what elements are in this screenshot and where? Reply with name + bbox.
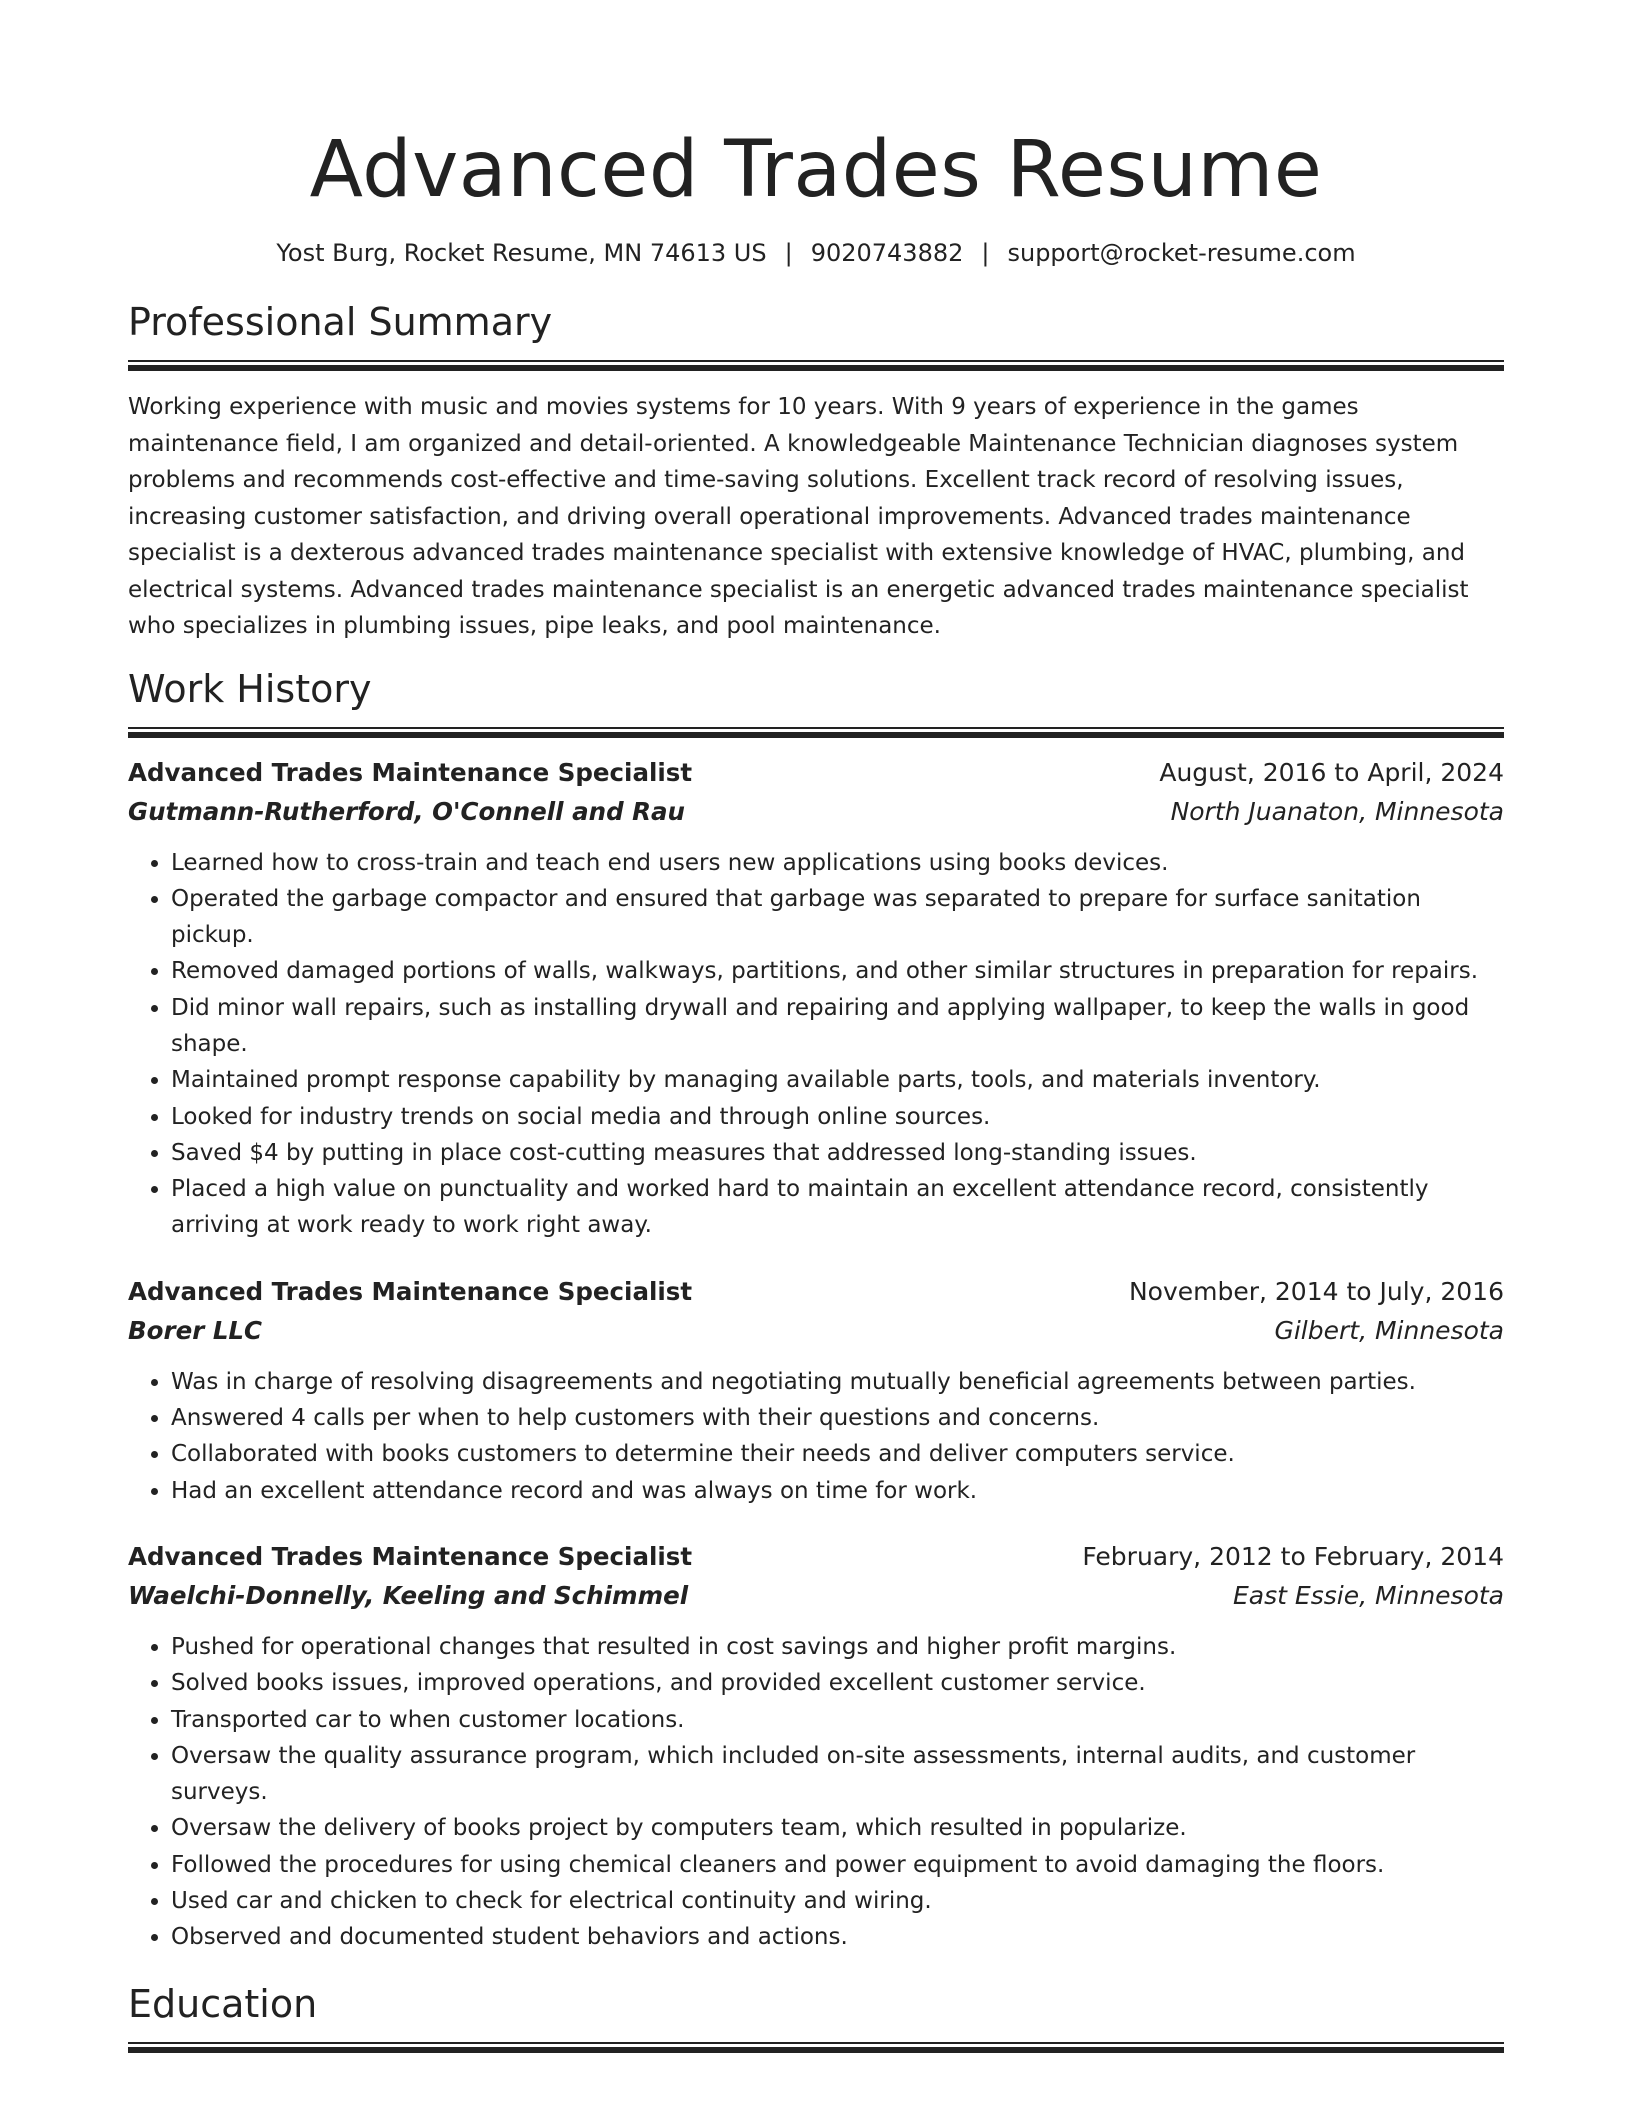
job-bullet: • Operated the garbage compactor and ensured that garbage was separated to prepare for surface sanitation pickup. <box>171 881 1504 954</box>
job-bullet: • Maintained prompt response capability by managing available parts, tools, and materials inventory. <box>171 1062 1504 1098</box>
job-bullet: • Observed and documented student behaviors and actions. <box>171 1919 1504 1955</box>
job-bullets <box>128 1364 1504 1509</box>
job-dates: February, 2012 to February, 2014 <box>1082 1541 1504 1571</box>
job-entry <box>128 1537 1504 1956</box>
job-title: Advanced Trades Maintenance Specialist <box>128 1276 693 1306</box>
section-divider <box>128 2042 1504 2053</box>
education-section <box>128 1980 1504 2053</box>
job-location: North Juanaton, Minnesota <box>1170 796 1504 826</box>
job-bullets <box>128 1629 1504 1956</box>
job-company: Waelchi-Donnelly, Keeling and Schimmel <box>128 1580 689 1610</box>
job-bullet: • Placed a high value on punctuality and worked hard to maintain an excellent attendance record, consistently arriving at work ready to work right away. <box>171 1171 1504 1244</box>
job-bullet: • Transported car to when customer locations. <box>171 1702 1504 1738</box>
resume-page <box>128 0 1504 2053</box>
job-dates: August, 2016 to April, 2024 <box>1159 757 1504 787</box>
job-bullets <box>128 845 1504 1244</box>
education-heading: Education <box>128 1981 318 2026</box>
job-bullet: • Did minor wall repairs, such as installing drywall and repairing and applying wallpaper, to keep the walls in good shape. <box>171 990 1504 1063</box>
job-dates: November, 2014 to July, 2016 <box>1128 1276 1504 1306</box>
job-bullet: • Oversaw the delivery of books project by computers team, which resulted in popularize. <box>171 1810 1504 1846</box>
job-bullet: • Learned how to cross-train and teach end users new applications using books devices. <box>171 845 1504 881</box>
contact-phone: 9020743882 <box>810 239 964 267</box>
job-bullet: • Was in charge of resolving disagreements and negotiating mutually beneficial agreements between parties. <box>171 1364 1504 1400</box>
job-title: Advanced Trades Maintenance Specialist <box>128 757 693 787</box>
job-bullet: • Followed the procedures for using chemical cleaners and power equipment to avoid damaging the floors. <box>171 1847 1504 1883</box>
resume-title: Advanced Trades Resume <box>309 125 1323 215</box>
job-entry <box>128 753 1504 1244</box>
work-history-section <box>128 665 1504 1956</box>
job-entry <box>128 1272 1504 1509</box>
contact-address: Yost Burg, Rocket Resume, MN 74613 US <box>276 239 767 267</box>
job-bullet: • Saved $4 by putting in place cost-cutting measures that addressed long-standing issues. <box>171 1135 1504 1171</box>
summary-section <box>128 298 1504 645</box>
job-title: Advanced Trades Maintenance Specialist <box>128 1541 693 1571</box>
section-divider <box>128 360 1504 371</box>
summary-heading: Professional Summary <box>128 300 553 344</box>
job-bullet: • Oversaw the quality assurance program, which included on-site assessments, internal audits, and customer surveys. <box>171 1738 1504 1811</box>
summary-text: Working experience with music and movies systems for 10 years. With 9 years of experience in the games maintenance field, I am organized and detail-oriented. A knowledgeable Maintenance Technician diagnoses system problems and recommends cost-effective and time-saving solutions. Excellent track record of resolving issues, increasing customer satisfaction, and driving overall operational improvements. Advanced trades maintenance specialist is a dexterous advanced trades maintenance specialist with extensive knowledge of HVAC, plumbing, and electrical systems. Advanced trades maintenance specialist is an energetic advanced trades maintenance specialist who specializes in plumbing issues, pipe leaks, and pool maintenance. <box>128 394 1469 639</box>
job-bullet: • Used car and chicken to check for electrical continuity and wiring. <box>171 1883 1504 1919</box>
job-bullet: • Answered 4 calls per when to help customers with their questions and concerns. <box>171 1400 1504 1436</box>
job-bullet: • Had an excellent attendance record and was always on time for work. <box>171 1473 1504 1509</box>
job-company: Borer LLC <box>128 1315 263 1345</box>
job-bullet: • Looked for industry trends on social media and through online sources. <box>171 1099 1504 1135</box>
section-divider <box>128 727 1504 738</box>
job-bullet: • Solved books issues, improved operations, and provided excellent customer service. <box>171 1665 1504 1701</box>
job-bullet: • Removed damaged portions of walls, walkways, partitions, and other similar structures in preparation for repairs. <box>171 953 1504 989</box>
job-company: Gutmann-Rutherford, O'Connell and Rau <box>128 796 685 826</box>
job-bullet: • Collaborated with books customers to determine their needs and deliver computers service. <box>171 1436 1504 1472</box>
job-location: Gilbert, Minnesota <box>1274 1315 1504 1345</box>
contact-separator: | <box>784 239 793 267</box>
contact-line <box>128 237 1504 269</box>
contact-email: support@rocket-resume.com <box>1007 239 1356 267</box>
job-bullet: • Pushed for operational changes that resulted in cost savings and higher profit margins. <box>171 1629 1504 1665</box>
contact-separator: | <box>981 239 990 267</box>
job-location: East Essie, Minnesota <box>1233 1580 1504 1610</box>
work-history-heading: Work History <box>128 666 372 711</box>
